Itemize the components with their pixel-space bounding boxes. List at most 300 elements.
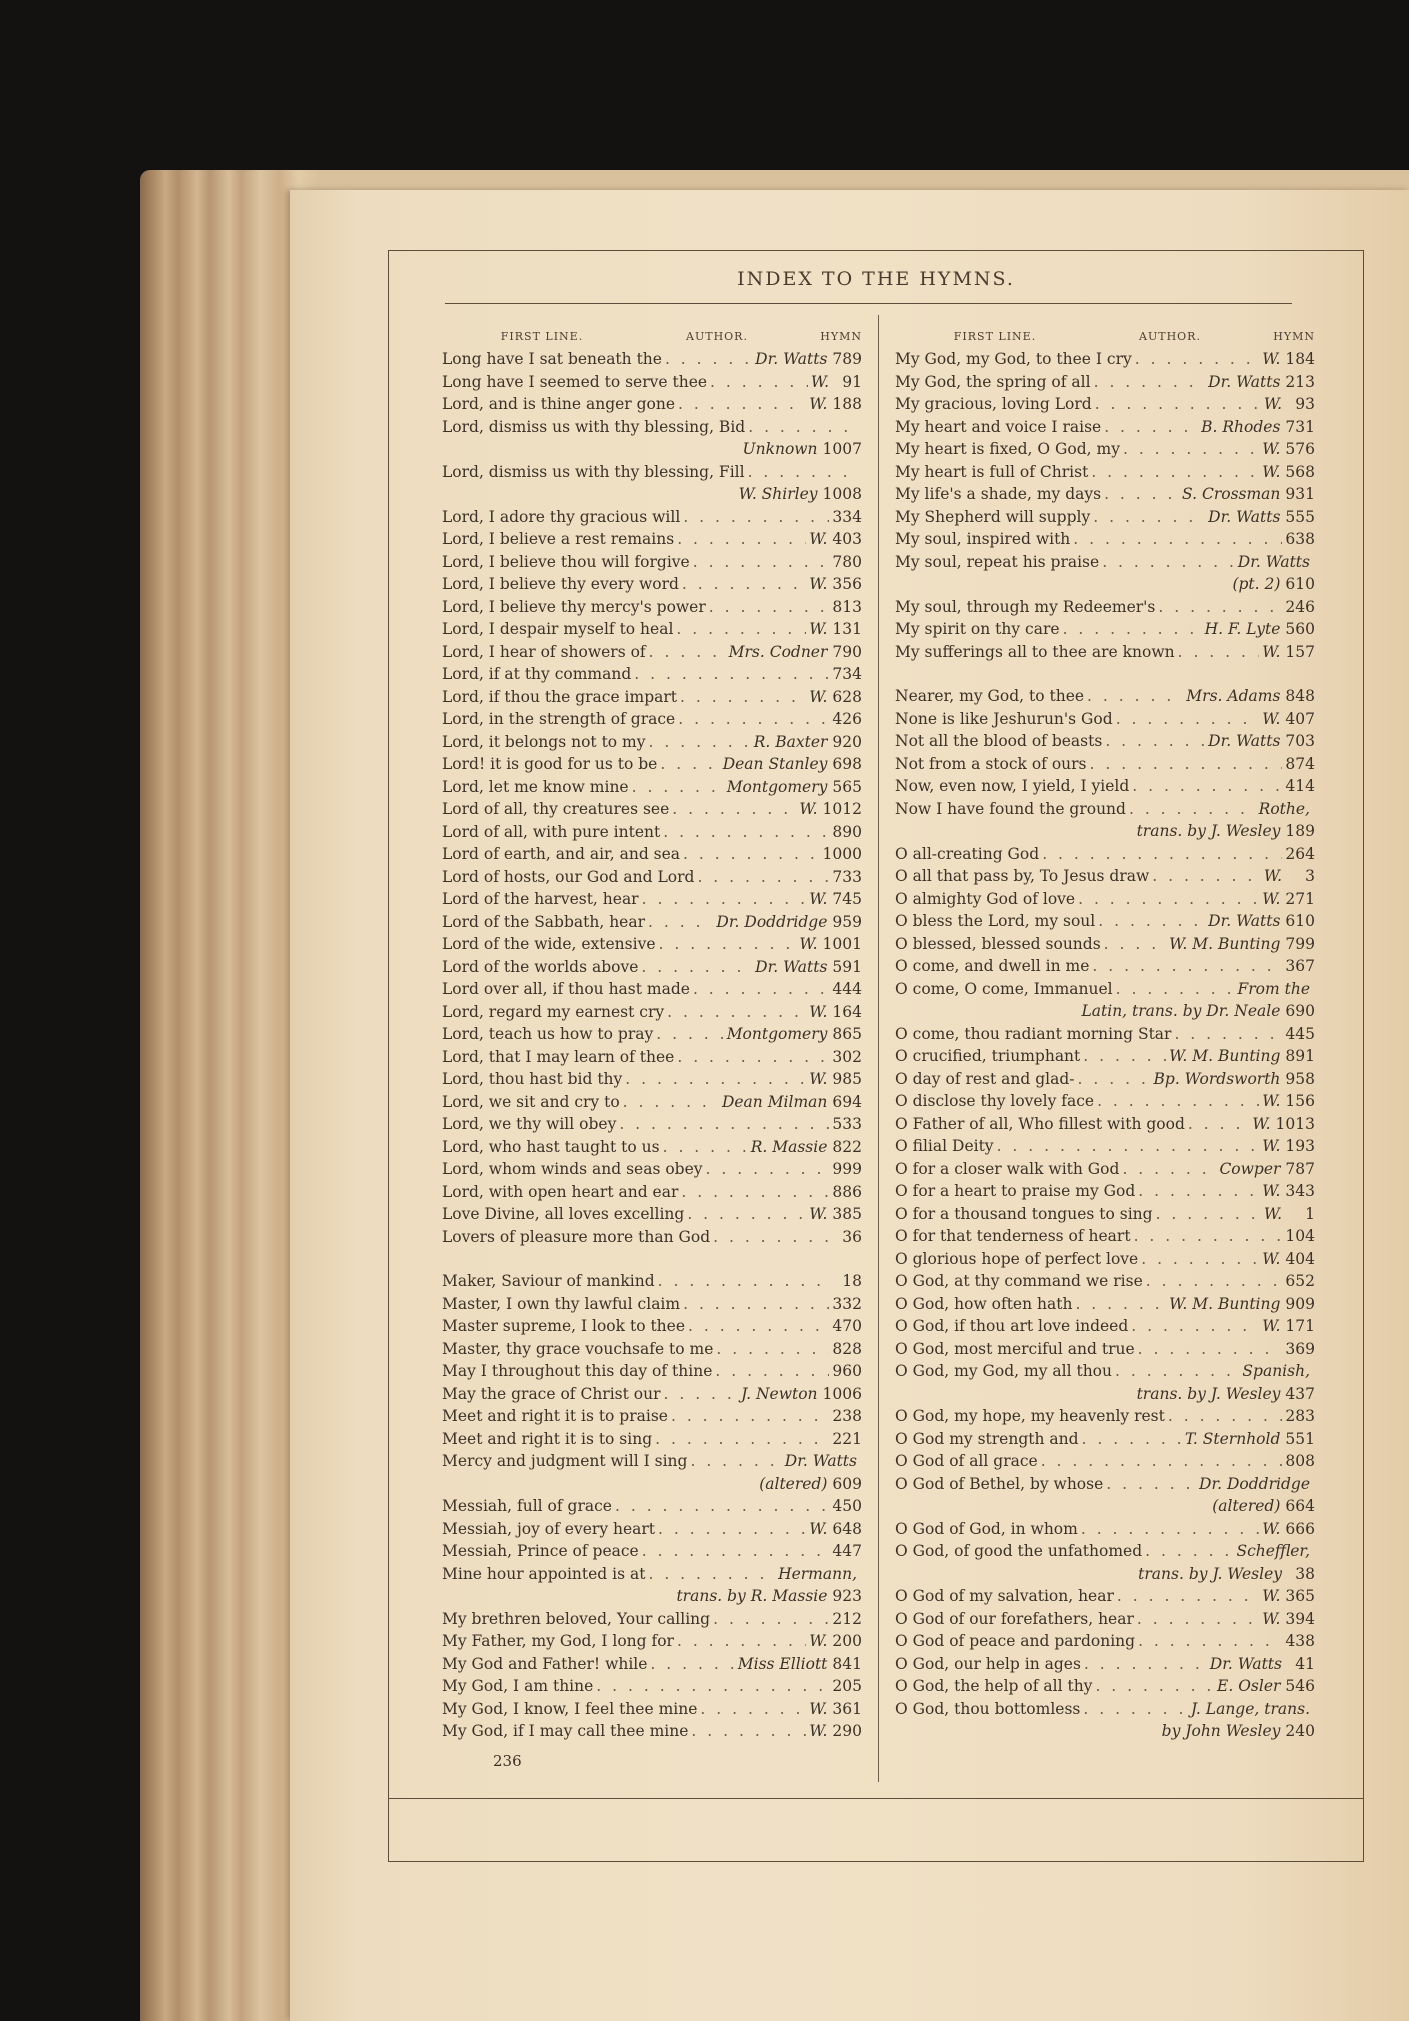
hymn-number: 334: [832, 507, 862, 526]
index-entry: [442, 573, 862, 596]
entry-line: [895, 1270, 1315, 1293]
first-line-text: Nearer, my God, to thee: [895, 687, 1085, 705]
entry-line: [895, 618, 1315, 641]
hymn-number: 576: [1285, 440, 1315, 458]
hymn-number: 546: [1285, 1677, 1315, 1695]
index-entry: [895, 1023, 1315, 1046]
first-line-text: Messiah, full of grace: [442, 1497, 612, 1515]
hymn-number: 959: [832, 912, 862, 931]
entry-line: [895, 1540, 1315, 1563]
entry-line: [895, 1608, 1315, 1631]
hymn-number: 734: [832, 665, 862, 683]
dot-leader: [676, 618, 806, 636]
hymn-number: 886: [832, 1182, 862, 1201]
entry-line: [895, 371, 1315, 394]
entry-line: [442, 1608, 862, 1631]
first-line-text: My sufferings all to thee are known: [895, 642, 1175, 661]
index-entry: [895, 775, 1315, 798]
dot-leader: [1174, 1023, 1282, 1041]
dot-leader: [1102, 551, 1235, 569]
index-entry: [895, 438, 1315, 461]
hymn-number: 407: [1285, 709, 1315, 728]
author-name: W.: [1252, 1114, 1271, 1133]
header-author: AUTHOR.: [686, 330, 748, 343]
entry-line: [895, 1158, 1315, 1181]
dot-leader: [1104, 416, 1198, 434]
entry-line: [895, 641, 1315, 664]
index-entry: [442, 348, 862, 371]
author-name: J. Newton: [741, 1384, 818, 1403]
first-line-text: May I throughout this day of thine: [442, 1362, 713, 1380]
entry-line: [895, 1360, 1315, 1383]
entry-line: [442, 618, 862, 641]
entry-continuation: [442, 1473, 862, 1496]
hymn-number: 787: [1285, 1159, 1315, 1178]
dot-leader: [1168, 1405, 1283, 1423]
index-entry: [442, 1293, 862, 1316]
hymn-number: 822: [832, 1137, 862, 1156]
entry-line: [895, 416, 1315, 439]
hymn-number: 221: [832, 1429, 862, 1448]
index-entry: [442, 731, 862, 754]
hymn-number: 184: [1285, 350, 1315, 368]
hymn-number: 555: [1285, 507, 1315, 526]
index-entry: [442, 506, 862, 529]
entry-line: [442, 1675, 862, 1698]
hymn-number: 609: [832, 1474, 862, 1493]
first-line-text: Lord, I hear of showers of: [442, 642, 646, 661]
entry-line: [895, 1698, 1315, 1721]
author-name: W.: [799, 800, 818, 818]
header-author: AUTHOR.: [1139, 330, 1201, 343]
dot-leader: [1093, 506, 1205, 524]
index-entry: [895, 551, 1315, 596]
dot-leader: [683, 1293, 829, 1311]
dot-leader: [632, 776, 724, 794]
first-line-text: O for a closer walk with God: [895, 1159, 1120, 1178]
dot-leader: [671, 1405, 829, 1423]
first-line-text: O bless the Lord, my soul: [895, 912, 1096, 930]
hymn-number: 694: [832, 1092, 862, 1111]
entry-continuation: [895, 820, 1315, 843]
index-entry: [442, 933, 862, 956]
author-continuation: (altered): [1212, 1497, 1281, 1515]
index-entry: [442, 1720, 862, 1743]
entry-line: [442, 1158, 862, 1181]
hymn-number: 1012: [822, 800, 862, 818]
author-name: Dr. Watts: [1208, 507, 1281, 526]
entry-line: [895, 978, 1315, 1001]
entry-line: [442, 1405, 862, 1428]
hymn-number: 240: [1285, 1722, 1315, 1740]
hymn-number: 551: [1285, 1429, 1315, 1448]
author-name: Dean Stanley: [722, 755, 828, 773]
hymn-number: 438: [1285, 1632, 1315, 1650]
author-name: S. Crossman: [1182, 485, 1281, 503]
dot-leader: [649, 641, 726, 659]
entry-line: [895, 865, 1315, 888]
hymn-number: 246: [1285, 597, 1315, 616]
hymn-number: 891: [1285, 1047, 1315, 1065]
index-entry: [442, 911, 862, 934]
hymn-number: 426: [832, 710, 862, 728]
hymn-number: 437: [1285, 1384, 1315, 1403]
entry-line: [442, 1181, 862, 1204]
index-entry: [895, 955, 1315, 978]
index-entry: [442, 1405, 862, 1428]
entry-line: [442, 1315, 862, 1338]
hymn-number: 200: [832, 1632, 862, 1650]
index-entry: [895, 843, 1315, 866]
dot-leader: [1042, 843, 1282, 861]
dot-leader: [748, 461, 859, 479]
index-entry: [442, 843, 862, 866]
entry-continuation: [442, 1585, 862, 1608]
author-name: J. Lange, trans.: [1190, 1699, 1310, 1718]
index-entry: [895, 978, 1315, 1023]
first-line-text: Lord! it is good for us to be: [442, 755, 658, 773]
dot-leader: [656, 1023, 723, 1041]
dot-leader: [697, 866, 829, 884]
entry-line: [895, 730, 1315, 753]
index-entry: [895, 1675, 1315, 1698]
entry-line: [442, 1091, 862, 1114]
index-entry: [442, 776, 862, 799]
index-entry: [895, 1270, 1315, 1293]
entry-line: [442, 1338, 862, 1361]
index-entry: [895, 1698, 1315, 1743]
hymn-number: 828: [832, 1339, 862, 1358]
first-line-text: O for a heart to praise my God: [895, 1182, 1136, 1200]
entry-line: [895, 1293, 1315, 1316]
hymn-number: 91: [842, 372, 862, 391]
author-name: Dr. Watts: [1237, 552, 1310, 571]
first-line-text: My God, the spring of all: [895, 372, 1091, 391]
left-column: [442, 330, 862, 1743]
index-entry: [442, 1450, 862, 1495]
index-entry: [442, 956, 862, 979]
index-entry: [895, 528, 1315, 551]
dot-leader: [660, 753, 719, 771]
entry-line: [442, 1068, 862, 1091]
section-gap: [895, 663, 1315, 685]
entry-continuation: [895, 1720, 1315, 1743]
first-line-text: O all that pass by, To Jesus draw: [895, 867, 1150, 885]
first-line-text: O for that tenderness of heart: [895, 1227, 1131, 1245]
index-entry: [895, 708, 1315, 731]
index-entry: [442, 1540, 862, 1563]
hymn-number: 283: [1285, 1407, 1315, 1425]
first-line-text: Lord over all, if thou hast made: [442, 980, 690, 998]
dot-leader: [1083, 1045, 1166, 1063]
dot-leader: [1122, 1158, 1216, 1176]
index-entry: [895, 1585, 1315, 1608]
dot-leader: [1078, 888, 1259, 906]
entry-line: [442, 348, 862, 371]
index-entry: [895, 1113, 1315, 1136]
dot-leader: [1082, 1428, 1182, 1446]
header-hymn: HYMN: [820, 330, 862, 343]
entry-line: [442, 1518, 862, 1541]
index-entry: [442, 1518, 862, 1541]
hymn-number: 985: [832, 1070, 862, 1088]
right-entries: [895, 348, 1315, 1743]
entry-continuation: [895, 1563, 1315, 1586]
hymn-number: 1000: [822, 845, 862, 863]
index-entry: [895, 1338, 1315, 1361]
first-line-text: O God, if thou art love indeed: [895, 1317, 1129, 1335]
index-entry: [442, 1608, 862, 1631]
hymn-number: 648: [832, 1519, 862, 1538]
hymn-number: 93: [1295, 395, 1315, 413]
entry-line: [442, 1270, 862, 1293]
author-name: Rothe,: [1258, 799, 1310, 818]
index-entry: [442, 618, 862, 641]
dot-leader: [1117, 1585, 1259, 1603]
index-entry: [895, 1540, 1315, 1585]
first-line-text: O day of rest and glad-: [895, 1069, 1075, 1088]
dot-leader: [619, 1113, 829, 1131]
dot-leader: [623, 1091, 719, 1109]
page-number: 236: [493, 1752, 522, 1770]
dot-leader: [667, 1001, 806, 1019]
index-entry: [442, 528, 862, 551]
first-line-text: O crucified, triumphant: [895, 1047, 1081, 1065]
index-entry: [895, 1158, 1315, 1181]
hymn-number: 41: [1295, 1654, 1315, 1673]
author-name: W.: [1262, 1317, 1281, 1335]
first-line-text: Lord, we thy will obey: [442, 1115, 617, 1133]
dot-leader: [1132, 775, 1282, 793]
first-line-text: My Shepherd will supply: [895, 507, 1091, 526]
hymn-number: 591: [832, 957, 862, 976]
author-name: W.: [809, 890, 828, 908]
hymn-number: 666: [1285, 1519, 1315, 1538]
index-entry: [895, 1608, 1315, 1631]
first-line-text: O God, the help of all thy: [895, 1677, 1093, 1695]
hymn-number: 193: [1285, 1137, 1315, 1155]
header-first-line: FIRST LINE.: [500, 330, 584, 343]
first-line-text: O almighty God of love: [895, 889, 1076, 908]
author-name: W.: [809, 1699, 828, 1718]
index-entry: [895, 1293, 1315, 1316]
first-line-text: Lord, and is thine anger gone: [442, 395, 676, 413]
hymn-number: 789: [832, 350, 862, 368]
entry-line: [895, 348, 1315, 371]
dot-leader: [1156, 1203, 1261, 1221]
dot-leader: [659, 933, 797, 951]
dot-leader: [693, 978, 829, 996]
dot-leader: [1138, 1630, 1282, 1648]
entry-line: [442, 573, 862, 596]
index-entry: [895, 933, 1315, 956]
page-title: INDEX TO THE HYMNS.: [737, 268, 1015, 290]
first-line-text: O God, my hope, my heavenly rest: [895, 1407, 1165, 1425]
entry-line: [895, 798, 1315, 821]
hymn-number: 212: [832, 1609, 862, 1628]
author-name: W.: [809, 1002, 828, 1021]
entry-continuation: [895, 1495, 1315, 1518]
hymn-number: 290: [832, 1722, 862, 1740]
first-line-text: O all-creating God: [895, 844, 1040, 863]
dot-leader: [748, 416, 859, 434]
author-continuation: trans. by J. Wesley: [1138, 1564, 1282, 1583]
entry-line: [442, 1383, 862, 1406]
first-line-text: My gracious, loving Lord: [895, 395, 1092, 413]
first-line-text: O blessed, blessed sounds: [895, 934, 1101, 953]
author-name: W.: [810, 372, 829, 391]
author-name: W.: [1262, 709, 1281, 728]
index-entry: [442, 1563, 862, 1608]
dot-leader: [997, 1135, 1260, 1153]
entry-line: [442, 1563, 862, 1586]
hymn-number: 652: [1285, 1272, 1315, 1290]
entry-line: [895, 933, 1315, 956]
first-line-text: Lord, regard my earnest cry: [442, 1002, 665, 1021]
dot-leader: [663, 1136, 748, 1154]
dot-leader: [693, 551, 830, 569]
first-line-text: Lord, I believe a rest remains: [442, 530, 675, 548]
author-name: W.: [1262, 1519, 1281, 1538]
entry-line: [895, 1473, 1315, 1496]
dot-leader: [648, 911, 713, 929]
hymn-number: 931: [1285, 485, 1315, 503]
first-line-text: Lord, I despair myself to heal: [442, 620, 674, 638]
dot-leader: [1131, 1315, 1259, 1333]
dot-leader: [716, 1338, 829, 1356]
entry-line: [895, 596, 1315, 619]
index-entry: [895, 1630, 1315, 1653]
author-name: Dr. Watts: [784, 1452, 857, 1470]
entry-continuation: [895, 573, 1315, 596]
first-line-text: May the grace of Christ our: [442, 1384, 661, 1403]
index-entry: [895, 1135, 1315, 1158]
entry-line: [442, 1540, 862, 1563]
index-entry: [895, 506, 1315, 529]
first-line-text: My brethren beloved, Your calling: [442, 1609, 711, 1628]
entry-line: [442, 753, 862, 776]
hymn-number: 1013: [1275, 1114, 1315, 1133]
dot-leader: [1178, 641, 1260, 659]
hymn-number: 808: [1285, 1452, 1315, 1470]
index-entry: [442, 1630, 862, 1653]
author-name: Bp. Wordsworth: [1153, 1069, 1281, 1088]
dot-leader: [642, 1540, 830, 1558]
hymn-number: 874: [1285, 754, 1315, 773]
entry-line: [442, 1495, 862, 1518]
entry-line: [895, 1338, 1315, 1361]
author-name: E. Osler: [1217, 1677, 1281, 1695]
author-name: W.: [1262, 1587, 1281, 1605]
index-entry: [442, 1068, 862, 1091]
first-line-text: Meet and right it is to sing: [442, 1429, 653, 1448]
hymn-number: 450: [832, 1497, 862, 1515]
first-line-text: Long have I seemed to serve thee: [442, 372, 708, 391]
index-entry: [442, 1226, 862, 1249]
author-name: R. Massie: [750, 1137, 828, 1156]
index-entry: [442, 708, 862, 731]
first-line-text: Lord, I adore thy gracious will: [442, 507, 681, 526]
right-column: [895, 330, 1315, 1743]
author-continuation: Unknown: [742, 440, 818, 458]
entry-line: [895, 1248, 1315, 1271]
entry-line: [442, 888, 862, 911]
index-entry: [442, 753, 862, 776]
author-name: W.: [1262, 350, 1281, 368]
author-name: B. Rhodes: [1201, 417, 1281, 436]
first-line-text: My Father, my God, I long for: [442, 1632, 674, 1650]
entry-line: [442, 1113, 862, 1136]
index-entry: [895, 461, 1315, 484]
index-entry: [442, 416, 862, 461]
hymn-number: 18: [842, 1272, 862, 1290]
author-name: Miss Elliott: [737, 1654, 828, 1673]
hymn-number: 890: [832, 822, 862, 841]
first-line-text: My heart and voice I raise: [895, 417, 1102, 436]
index-entry: [895, 1248, 1315, 1271]
index-entry: [442, 1383, 862, 1406]
dot-leader: [1084, 1653, 1207, 1671]
index-entry: [442, 1360, 862, 1383]
first-line-text: Lord, if thou the grace impart: [442, 687, 678, 706]
author-name: W. M. Bunting: [1169, 934, 1281, 953]
dot-leader: [672, 798, 796, 816]
hymn-number: 447: [832, 1542, 862, 1560]
entry-line: [442, 1293, 862, 1316]
hymn-number: 690: [1285, 1002, 1315, 1020]
entry-line: [442, 596, 862, 619]
dot-leader: [678, 708, 829, 726]
dot-leader: [649, 731, 751, 749]
header-hymn: HYMN: [1273, 330, 1315, 343]
hymn-number: 394: [1285, 1609, 1315, 1628]
dot-leader: [641, 956, 752, 974]
hymn-number: 445: [1285, 1024, 1315, 1043]
dot-leader: [715, 1360, 829, 1378]
hymn-number: 958: [1285, 1069, 1315, 1088]
author-name: W.: [1262, 1182, 1281, 1200]
hymn-number: 920: [832, 732, 862, 751]
index-entry: [442, 1113, 862, 1136]
entry-line: [442, 798, 862, 821]
author-name: W.: [809, 1070, 828, 1088]
entry-line: [895, 1203, 1315, 1226]
hymn-number: 238: [832, 1407, 862, 1425]
entry-line: [442, 1203, 862, 1226]
hymn-number: 1008: [822, 485, 862, 503]
hymn-number: 813: [832, 597, 862, 616]
first-line-text: My soul, repeat his praise: [895, 552, 1100, 571]
index-entry: [895, 1315, 1315, 1338]
hymn-number: 414: [1285, 777, 1315, 795]
first-line-text: Master supreme, I look to thee: [442, 1317, 686, 1335]
author-name: W.: [1263, 1204, 1282, 1223]
hymn-number: 698: [832, 755, 862, 773]
first-line-text: Lord, whom winds and seas obey: [442, 1160, 703, 1178]
dot-leader: [688, 1315, 829, 1333]
index-entry: [895, 1360, 1315, 1405]
author-name: W.: [1262, 1137, 1281, 1155]
first-line-text: Now I have found the ground: [895, 799, 1126, 818]
index-entry: [442, 1158, 862, 1181]
entry-line: [895, 775, 1315, 798]
index-entry: [442, 866, 862, 889]
first-line-text: My God, I know, I feel thee mine: [442, 1699, 698, 1718]
index-entry: [442, 1698, 862, 1721]
column-header: [442, 330, 862, 348]
dot-leader: [677, 1046, 829, 1064]
entry-line: [442, 911, 862, 934]
